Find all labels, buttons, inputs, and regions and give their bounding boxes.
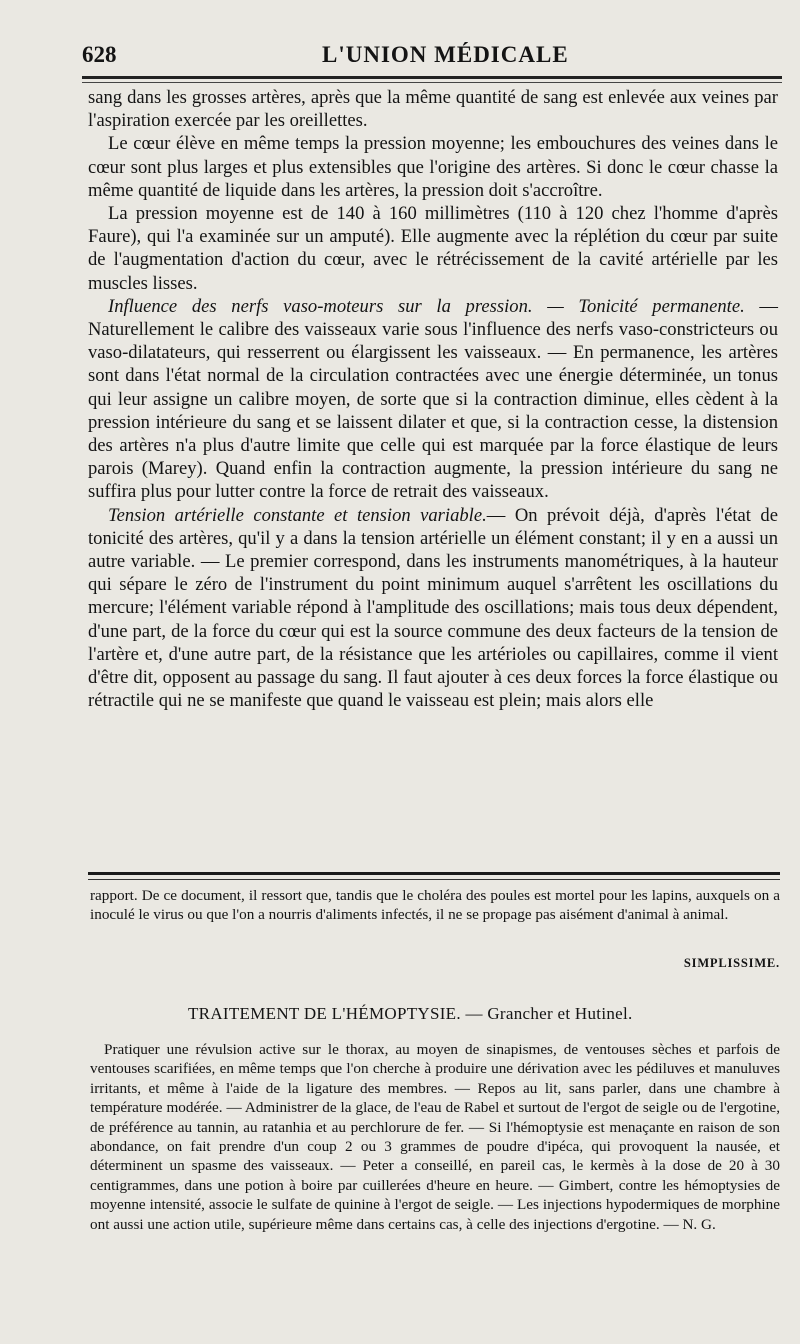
- paragraph-4: [88, 295, 778, 504]
- paragraph-2: Le cœur élève en même temps la pression moyenne; les embouchures des veines dans le cœur sont plus larges et plus extensibles que l'origine des artères. Si donc le cœur chasse la même quantité de liquide dans les artères, la pression doit s'accroître.: [88, 133, 778, 201]
- section-divider-thin: [88, 879, 780, 880]
- paragraph-4-body: — Naturellement le calibre des vaisseaux varie sous l'influence des nerfs vaso-constricteurs ou vaso-dilatateurs, qui resserrent ou élargissent les vaisseaux. — En permanence, les artères sont dans l'état normal de la circulation contractées avec une énergie déterminée, un tonus qui leur assigne un calibre moyen, de sorte que si la contraction diminue, elles cèdent à la pression intérieure du sang et se laissent dilater et que, si la contraction cesse, la distension des artères n'a plus d'autre limite que celle qui est marquée par la force élastique de leurs parois (Marey). Quand enfin la contraction augmente, la pression intérieure du sang ne suffira plus pour lutter contre la force de retrait des vaisseaux.: [88, 295, 778, 503]
- note-signature: SIMPLISSIME.: [683, 956, 780, 970]
- running-header: [82, 42, 782, 78]
- header-rule-thin: [82, 82, 782, 83]
- section-body: [90, 1040, 780, 1234]
- note-text: rapport. De ce document, il ressort que, tandis que le choléra des poules est mortel pour les lapins, auxquels on a inoculé le virus ou que l'on a nourris d'aliments infectés, il ne se propage pas aisément d'animal à animal.: [90, 887, 780, 924]
- section-heading-authors: Grancher et Hutinel.: [487, 1004, 633, 1023]
- journal-title: L'UNION MÉDICALE: [322, 42, 569, 67]
- paragraph-5-body: — On prévoit déjà, d'après l'état de tonicité des artères, qu'il y a dans la tension artérielle un élément constant; il y en a aussi un autre variable. — Le premier correspond, dans les instruments manométriques, à la hauteur qui sépare le zéro de l'instrument du point minimum auquel s'arrêtent les oscillations du mercure; l'élément variable répond à l'amplitude des oscillations; mais tous deux dépendent, d'une part, de la force du cœur qui est la source commune des deux facteurs de la tension de l'artère et, d'une autre part, de la résistance que les artérioles ou capillaires, comme il vient d'être dit, opposent au passage du sang. Il faut ajouter à ces deux forces la force élastique ou rétractile qui ne se manifeste que quand le vaisseau est plein; mais alors elle: [88, 504, 778, 712]
- note-block: [90, 886, 780, 925]
- header-rule: [82, 76, 782, 79]
- paragraph-3: La pression moyenne est de 140 à 160 millimètres (110 à 120 chez l'homme d'après Faure), qui l'a examinée sur un amputé). Elle augmente avec la réplétion du cœur par suite de l'augmentation d'action du cœur, avec le rétrécissement de la cavité artérielle par les muscles lisses.: [88, 203, 778, 294]
- paragraph-4-title: Influence des nerfs vaso-moteurs sur la pression. — Tonicité permanente.: [108, 295, 745, 317]
- section-text: Pratiquer une révulsion active sur le thorax, au moyen de sinapismes, de ventouses sèches et parfois de ventouses scarifiées, en même temps que l'on cherche à produire une dérivation avec les pédiluves et manuluves irritants, et même à l'aide de la ligature des membres. — Repos au lit, sans parler, dans une chambre à température modérée. — Administrer de la glace, de l'eau de Rabel et surtout de l'ergot de seigle ou de l'ergotine, de préférence au tannin, au ratanhia et au perchlorure de fer. — Si l'hémoptysie est menaçante en raison de son abondance, on fait prendre d'un coup 2 ou 3 grammes de poudre d'ipéca, qui provoquent la nausée, et déterminent un spasme des vaisseaux. — Peter a conseillé, en pareil cas, le kermès à la dose de 20 à 30 centigrammes, dans une potion à boire par cuillerées d'heure en heure. — Gimbert, contre les hémoptysies de moyenne intensité, associe le sulfate de quinine à l'ergot de seigle. — Les injections hypodermiques de morphine ont aussi une action utile, supérieure même dans certains cas, à celle des injections d'ergotine. — N. G.: [90, 1041, 780, 1233]
- section-divider: [88, 872, 780, 875]
- paragraph-5-title: Tension artérielle constante et tension variable.: [108, 504, 487, 526]
- page-number: 628: [82, 42, 117, 67]
- main-text: [88, 86, 778, 712]
- section-heading-title: TRAITEMENT DE L'HÉMOPTYSIE. —: [188, 1004, 488, 1023]
- section-heading: [188, 1004, 708, 1024]
- paragraph-1: sang dans les grosses artères, après que la même quantité de sang est enlevée aux veines par l'aspiration exercée par les oreillettes.: [88, 87, 778, 132]
- paragraph-5: [88, 504, 778, 713]
